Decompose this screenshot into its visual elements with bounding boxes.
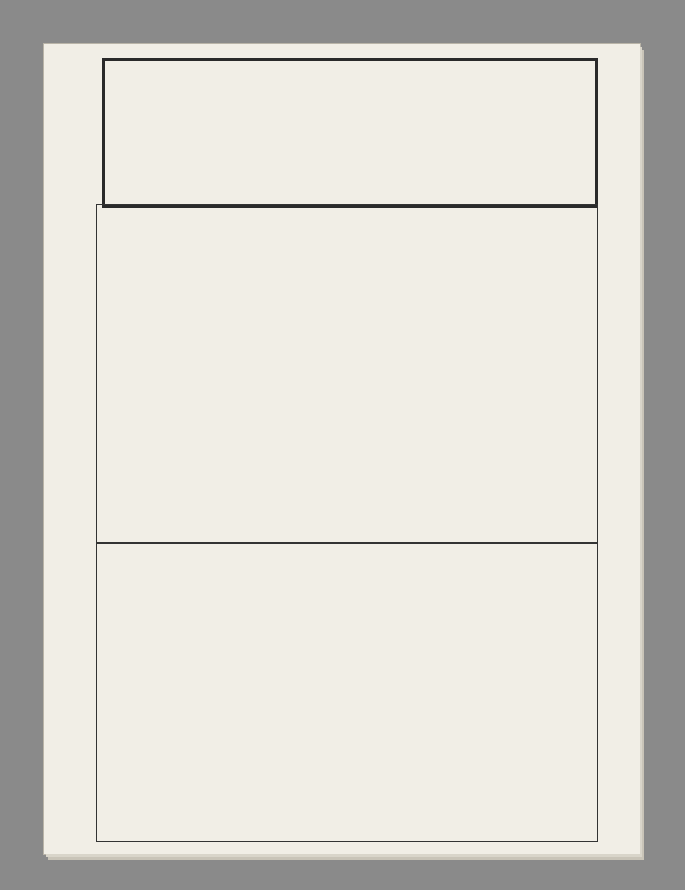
distance-table-bottom [96,542,598,842]
title-banner [102,58,598,208]
ornament-border-bottom [108,188,592,202]
ornament-border-top [108,64,592,78]
ornament-border-left [108,80,122,186]
distance-table-top [96,204,598,544]
page-title [132,88,568,178]
ornament-border-right [578,80,592,186]
document-page [44,44,640,854]
